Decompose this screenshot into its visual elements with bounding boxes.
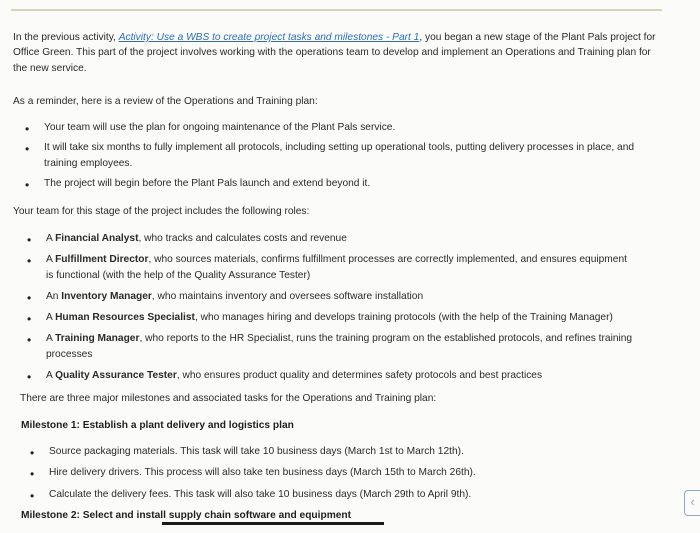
role-description: , who tracks and calculates costs and revenue	[138, 233, 347, 244]
list-item: • It will take six months to fully implement all protocols, including setting up operational tools, putting delivery processes in place, and training employees.	[22, 140, 662, 171]
role-description: , who ensures product quality and determines safety protocols and best practices	[176, 370, 543, 382]
list-item: • Source packaging materials. This task will take 10 business days (March 1st to March 12th).	[27, 444, 627, 459]
role-prefix: A	[46, 233, 56, 244]
list-item	[24, 310, 634, 325]
role-name: Financial Analyst	[55, 233, 139, 244]
roles-list	[24, 231, 634, 383]
role-description: , who reports to the HR Specialist, runs the training program on the established protocols, and refines training processes	[46, 333, 633, 360]
list-item	[24, 252, 634, 283]
intro-text-end: , you began a new stage of the Plant Pals project for Office Green. This part of the project involves working with the operations team to develop and implement an Operations and Training plan for the new service.	[13, 32, 656, 74]
role-name: Fulfillment Director	[55, 254, 149, 266]
milestone-1-heading: Milestone 1: Establish a plant delivery and logistics plan	[21, 420, 294, 431]
role-name: Human Resources Specialist	[55, 312, 195, 324]
plan-list	[22, 120, 662, 191]
team-intro-text: Your team for this stage of the project includes the following roles:	[13, 206, 310, 217]
milestone-2-heading: Milestone 2: Select and install supply chain software and equipment	[21, 510, 352, 521]
role-description: , who manages hiring and develops training protocols (with the help of the Training Manager)	[194, 312, 613, 324]
list-item: • Calculate the delivery fees. This task will also take 10 business days (March 29th to April 9th).	[27, 487, 627, 502]
previous-activity-link[interactable]: Activity: Use a WBS to create project tasks and milestones - Part 1	[118, 32, 420, 43]
list-item	[24, 368, 634, 383]
milestone-1-task-list	[27, 444, 627, 502]
top-divider	[11, 9, 662, 11]
role-name: Quality Assurance Tester	[55, 370, 177, 382]
role-prefix: A	[46, 370, 56, 382]
intro-text-start: In the previous activity,	[13, 32, 119, 43]
role-prefix: A	[46, 254, 56, 266]
milestones-intro-text: There are three major milestones and associated tasks for the Operations and Training plan:	[20, 393, 437, 404]
list-item	[24, 289, 634, 304]
list-item	[24, 331, 634, 362]
milestone-2-underline	[162, 522, 384, 525]
bookmark-icon[interactable]: ‹	[684, 490, 700, 516]
role-prefix: A	[46, 312, 56, 324]
role-description: , who maintains inventory and oversees software installation	[151, 290, 424, 302]
role-prefix: An	[46, 290, 62, 302]
intro-paragraph	[13, 30, 663, 76]
reminder-text: As a reminder, here is a review of the Operations and Training plan:	[13, 96, 318, 107]
list-item: • The project will begin before the Plant Pals launch and extend beyond it.	[22, 176, 662, 191]
role-prefix: A	[46, 333, 56, 345]
list-item	[24, 231, 634, 246]
role-name: Training Manager	[55, 333, 140, 345]
role-description: , who sources materials, confirms fulfillment processes are correctly implemented, and ensures equipment is functional (with the help of the Quality Assurance Tester)	[46, 254, 627, 281]
list-item: • Your team will use the plan for ongoing maintenance of the Plant Pals service.	[22, 120, 662, 135]
role-name: Inventory Manager	[61, 290, 152, 302]
list-item: • Hire delivery drivers. This process will also take ten business days (March 15th to March 26th).	[27, 465, 627, 480]
